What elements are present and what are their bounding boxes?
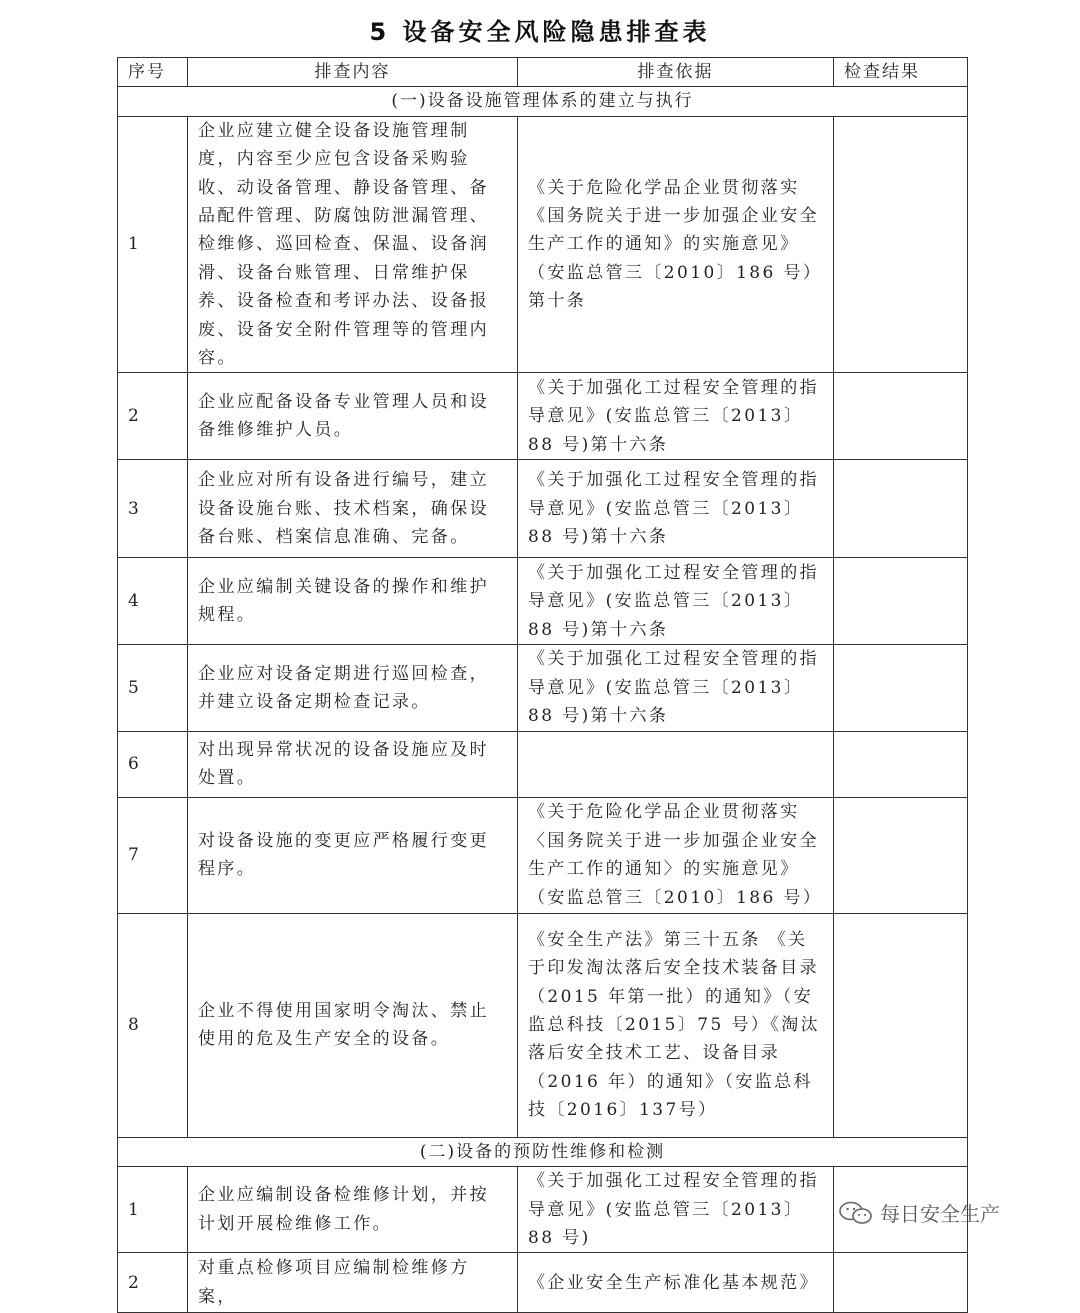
row-seq: 7 <box>118 797 188 913</box>
row-content: 企业应建立健全设备设施管理制度，内容至少应包含设备采购验收、动设备管理、静设备管理、备品配件管理、防腐蚀防泄漏管理、检维修、巡回检查、保温、设备润滑、设备台账管理、日常维护保养、设备检查和考评办法、设备报废、设备安全附件管理等的管理内容。 <box>188 116 518 373</box>
section-row <box>118 87 968 116</box>
watermark <box>838 1198 1000 1227</box>
row-seq: 1 <box>118 1167 188 1253</box>
section-title: (二)设备的预防性维修和检测 <box>118 1137 968 1166</box>
table-row <box>118 797 968 913</box>
row-content: 企业不得使用国家明令淘汰、禁止使用的危及生产安全的设备。 <box>188 913 518 1137</box>
row-result <box>834 731 968 797</box>
row-basis: 《关于加强化工过程安全管理的指导意见》(安监总管三〔2013〕88 号) <box>518 1167 834 1253</box>
row-basis: 《关于加强化工过程安全管理的指导意见》(安监总管三〔2013〕88 号)第十六条 <box>518 645 834 731</box>
row-basis: 《关于危险化学品企业贯彻落实〈国务院关于进一步加强企业安全生产工作的通知〉的实施意见》（安监总管三〔2010〕186 号） <box>518 797 834 913</box>
row-result <box>834 558 968 645</box>
row-basis: 《关于加强化工过程安全管理的指导意见》(安监总管三〔2013〕88 号)第十六条 <box>518 373 834 460</box>
row-seq: 3 <box>118 460 188 558</box>
row-basis: 《企业安全生产标准化基本规范》 <box>518 1253 834 1313</box>
row-result <box>834 116 968 373</box>
row-result <box>834 913 968 1137</box>
table-row <box>118 731 968 797</box>
row-seq: 4 <box>118 558 188 645</box>
row-seq: 2 <box>118 1253 188 1313</box>
row-basis: 《关于加强化工过程安全管理的指导意见》(安监总管三〔2013〕88 号)第十六条 <box>518 460 834 558</box>
header-result: 检查结果 <box>834 58 968 87</box>
row-basis: 《关于危险化学品企业贯彻落实《国务院关于进一步加强企业安全生产工作的通知》的实施意见》（安监总管三〔2010〕186 号）第十条 <box>518 116 834 373</box>
row-content: 企业应配备设备专业管理人员和设备维修维护人员。 <box>188 373 518 460</box>
watermark-text: 每日安全生产 <box>880 1202 1000 1226</box>
row-seq: 6 <box>118 731 188 797</box>
row-seq: 5 <box>118 645 188 731</box>
row-content: 企业应对设备定期进行巡回检查，并建立设备定期检查记录。 <box>188 645 518 731</box>
row-content: 企业应编制关键设备的操作和维护规程。 <box>188 558 518 645</box>
row-seq: 8 <box>118 913 188 1137</box>
table-header-row <box>118 58 968 87</box>
section-title: (一)设备设施管理体系的建立与执行 <box>118 87 968 116</box>
table-row <box>118 645 968 731</box>
row-basis <box>518 731 834 797</box>
row-seq: 1 <box>118 116 188 373</box>
row-basis: 《关于加强化工过程安全管理的指导意见》(安监总管三〔2013〕88 号)第十六条 <box>518 558 834 645</box>
row-result <box>834 645 968 731</box>
page-title: 5 设备安全风险隐患排查表 <box>369 18 711 46</box>
table-row <box>118 116 968 373</box>
row-content: 企业应编制设备检维修计划，并按计划开展检维修工作。 <box>188 1167 518 1253</box>
row-result <box>834 373 968 460</box>
row-result <box>834 1253 968 1313</box>
row-result <box>834 797 968 913</box>
row-content: 对设备设施的变更应严格履行变更程序。 <box>188 797 518 913</box>
hazard-checklist-table <box>117 57 968 1313</box>
table-row <box>118 913 968 1137</box>
table-row <box>118 558 968 645</box>
header-seq: 序号 <box>118 58 188 87</box>
row-seq: 2 <box>118 373 188 460</box>
table-row <box>118 1253 968 1313</box>
row-basis: 《安全生产法》第三十五条 《关于印发淘汰落后安全技术装备目录（2015 年第一批）的通知》（安监总科技〔2015〕75 号）《淘汰落后安全技术工艺、设备目录（2016 年）的通知》（安监总科技〔2016〕137号） <box>518 913 834 1137</box>
row-result <box>834 460 968 558</box>
table-row <box>118 460 968 558</box>
section-row <box>118 1137 968 1166</box>
header-basis: 排查依据 <box>518 58 834 87</box>
header-content: 排查内容 <box>188 58 518 87</box>
row-content: 企业应对所有设备进行编号，建立设备设施台账、技术档案，确保设备台账、档案信息准确、完备。 <box>188 460 518 558</box>
row-content: 对重点检修项目应编制检维修方案， <box>188 1253 518 1313</box>
row-content: 对出现异常状况的设备设施应及时处置。 <box>188 731 518 797</box>
table-row <box>118 373 968 460</box>
wechat-icon <box>838 1201 874 1225</box>
